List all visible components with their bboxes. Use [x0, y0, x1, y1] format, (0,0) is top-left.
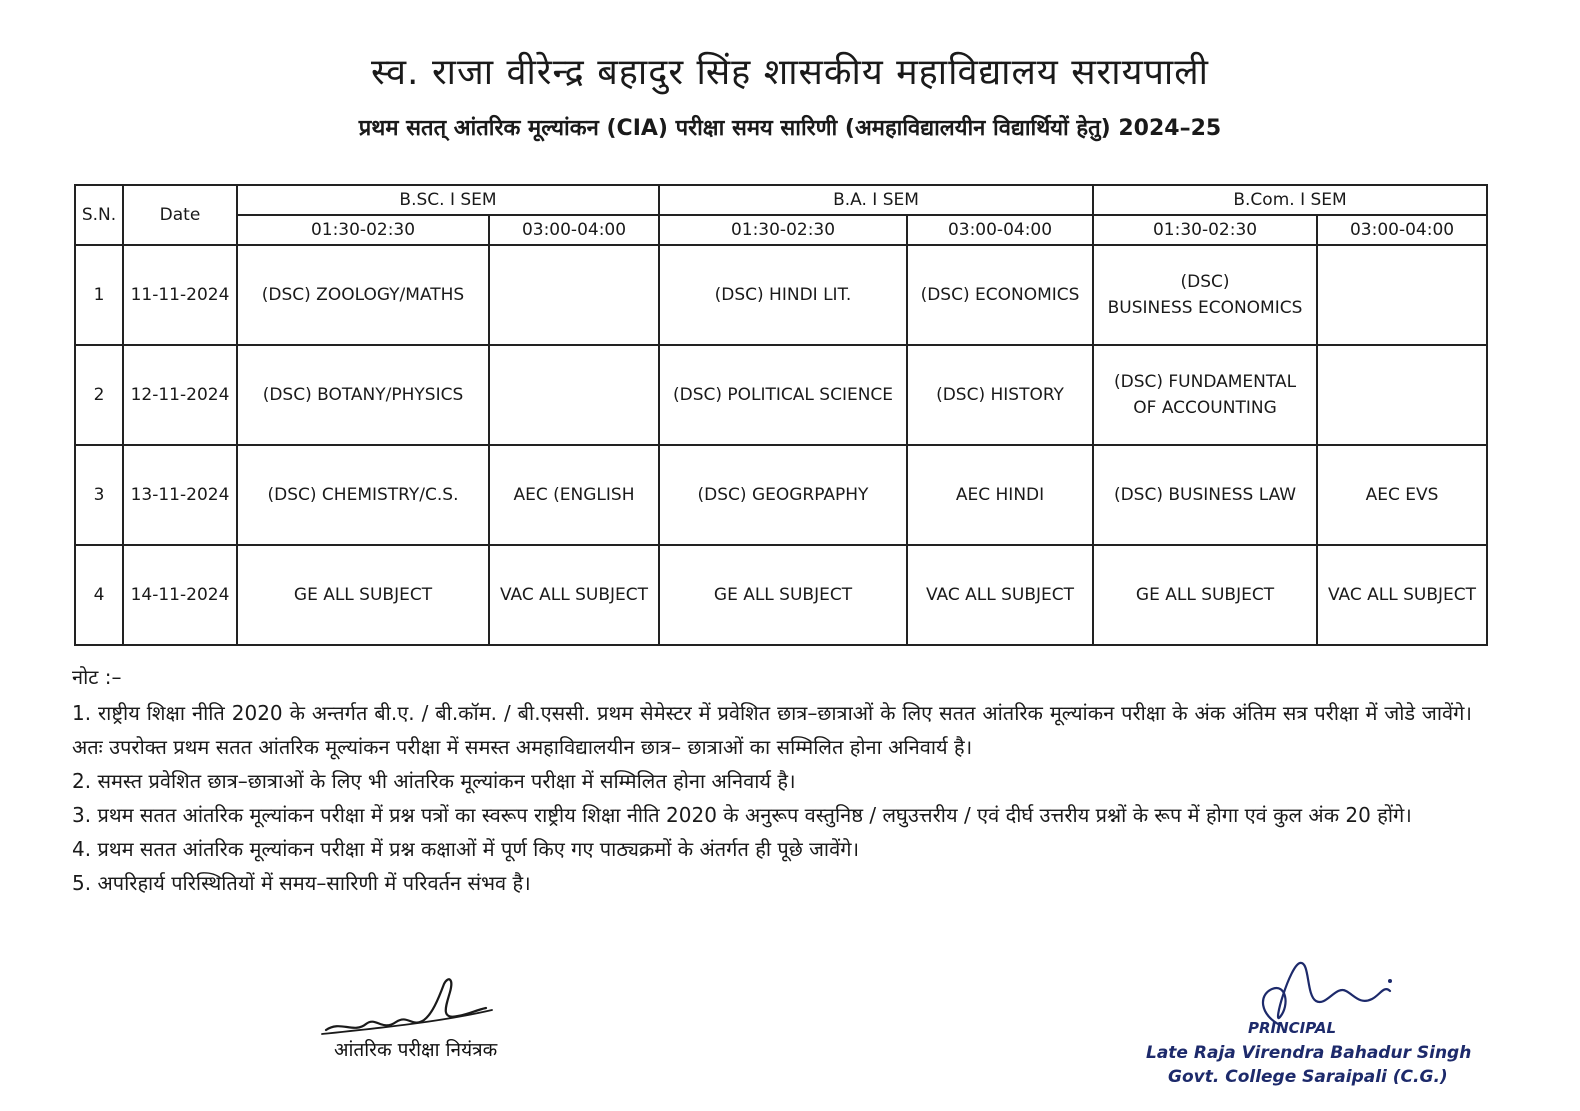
row-date: 14-11-2024: [123, 545, 237, 645]
table-row: [75, 345, 1487, 445]
exam-cell: GE ALL SUBJECT: [1093, 545, 1317, 645]
note-item: 5. अपरिहार्य परिस्थितियों में समय–सारिणी में परिवर्तन संभव है।: [72, 871, 531, 895]
exam-cell: [1317, 345, 1487, 445]
exam-cell: AEC HINDI: [907, 445, 1093, 545]
college-title: स्व. राजा वीरेन्द्र बहादुर सिंह शासकीय महाविद्यालय सरायपाली: [371, 52, 1209, 93]
college-stamp-line1: Late Raja Virendra Bahadur Singh: [1146, 1043, 1472, 1063]
exam-cell: (DSC) BUSINESS ECONOMICS: [1093, 245, 1317, 345]
note-item: 4. प्रथम सतत आंतरिक मूल्यांकन परीक्षा में प्रश्न कक्षाओं में पूर्ण किए गए पाठ्यक्रमों के अंतर्गत ही पूछे जावेंगे।: [72, 837, 860, 861]
exam-cell: (DSC) HINDI LIT.: [659, 245, 907, 345]
group-header-ba: B.A. I SEM: [659, 185, 1093, 215]
exam-cell: (DSC) GEOGRPAPHY: [659, 445, 907, 545]
exam-cell: VAC ALL SUBJECT: [489, 545, 659, 645]
timetable-subtitle: प्रथम सतत् आंतरिक मूल्यांकन (CIA) परीक्षा समय सारिणी (अमहाविद्यालयीन विद्यार्थियों हेतु) 2024–25: [358, 116, 1222, 141]
col-header-date: Date: [123, 185, 237, 245]
exam-cell: AEC (ENGLISH: [489, 445, 659, 545]
exam-cell: GE ALL SUBJECT: [659, 545, 907, 645]
row-date: 12-11-2024: [123, 345, 237, 445]
slot-header: 03:00-04:00: [489, 215, 659, 245]
exam-schedule-table: [74, 184, 1488, 646]
exam-cell: (DSC) HISTORY: [907, 345, 1093, 445]
exam-controller-label: आंतरिक परीक्षा नियंत्रक: [334, 1039, 498, 1061]
exam-cell: VAC ALL SUBJECT: [907, 545, 1093, 645]
slot-header: 03:00-04:00: [907, 215, 1093, 245]
principal-label: PRINCIPAL: [1248, 1019, 1337, 1037]
slot-header: 01:30-02:30: [659, 215, 907, 245]
row-sn: 4: [75, 545, 123, 645]
note-item: 1. राष्ट्रीय शिक्षा नीति 2020 के अन्तर्गत बी.ए. / बी.कॉम. / बी.एससी. प्रथम सेमेस्टर में प्रवेशित छात्र–छात्राओं के लिए सतत आंतरिक मूल्यांकन परीक्षा के अंक अंतिम सत्र परीक्षा में जोडे जावेंगे। अतः उपरोक्त प्रथम सतत आंतरिक मूल्यांकन परीक्षा में समस्त अमहाविद्यालयीन छात्र– छात्राओं का सम्मिलित होना अनिवार्य है।: [72, 701, 1472, 759]
exam-cell: GE ALL SUBJECT: [237, 545, 489, 645]
exam-cell: (DSC) ECONOMICS: [907, 245, 1093, 345]
notes-heading: नोट :–: [72, 665, 122, 689]
exam-cell: [489, 245, 659, 345]
exam-cell: (DSC) ZOOLOGY/MATHS: [237, 245, 489, 345]
table-row: [75, 545, 1487, 645]
exam-cell: VAC ALL SUBJECT: [1317, 545, 1487, 645]
slot-header: 01:30-02:30: [1093, 215, 1317, 245]
exam-controller-signature-block: [320, 970, 560, 1070]
exam-cell: (DSC) BOTANY/PHYSICS: [237, 345, 489, 445]
exam-cell: (DSC) POLITICAL SCIENCE: [659, 345, 907, 445]
signature-scribble-icon: [320, 970, 560, 1040]
principal-signature-block: [1140, 955, 1470, 1095]
exam-cell: (DSC) BUSINESS LAW: [1093, 445, 1317, 545]
exam-cell: (DSC) FUNDAMENTAL OF ACCOUNTING: [1093, 345, 1317, 445]
row-date: 13-11-2024: [123, 445, 237, 545]
exam-cell: (DSC) CHEMISTRY/C.S.: [237, 445, 489, 545]
college-stamp-line2: Govt. College Saraipali (C.G.): [1168, 1067, 1448, 1087]
exam-cell: [489, 345, 659, 445]
table-row: [75, 245, 1487, 345]
slot-header: 01:30-02:30: [237, 215, 489, 245]
table-row: [75, 445, 1487, 545]
row-date: 11-11-2024: [123, 245, 237, 345]
row-sn: 2: [75, 345, 123, 445]
exam-cell: [1317, 245, 1487, 345]
notes-section: [72, 660, 1472, 900]
row-sn: 1: [75, 245, 123, 345]
slot-header: 03:00-04:00: [1317, 215, 1487, 245]
note-item: 3. प्रथम सतत आंतरिक मूल्यांकन परीक्षा में प्रश्न पत्रों का स्वरूप राष्ट्रीय शिक्षा नीति 2020 के अनुरूप वस्तुनिष्ठ / लघुउत्तरीय / एवं दीर्घ उत्तरीय प्रश्नों के रूप में होगा एवं कुल अंक 20 होंगे।: [72, 803, 1412, 827]
group-header-bcom: B.Com. I SEM: [1093, 185, 1487, 215]
exam-cell: AEC EVS: [1317, 445, 1487, 545]
col-header-sn: S.N.: [75, 185, 123, 245]
group-header-bsc: B.SC. I SEM: [237, 185, 659, 215]
note-item: 2. समस्त प्रवेशित छात्र–छात्राओं के लिए भी आंतरिक मूल्यांकन परीक्षा में सम्मिलित होना अनिवार्य है।: [72, 769, 796, 793]
row-sn: 3: [75, 445, 123, 545]
